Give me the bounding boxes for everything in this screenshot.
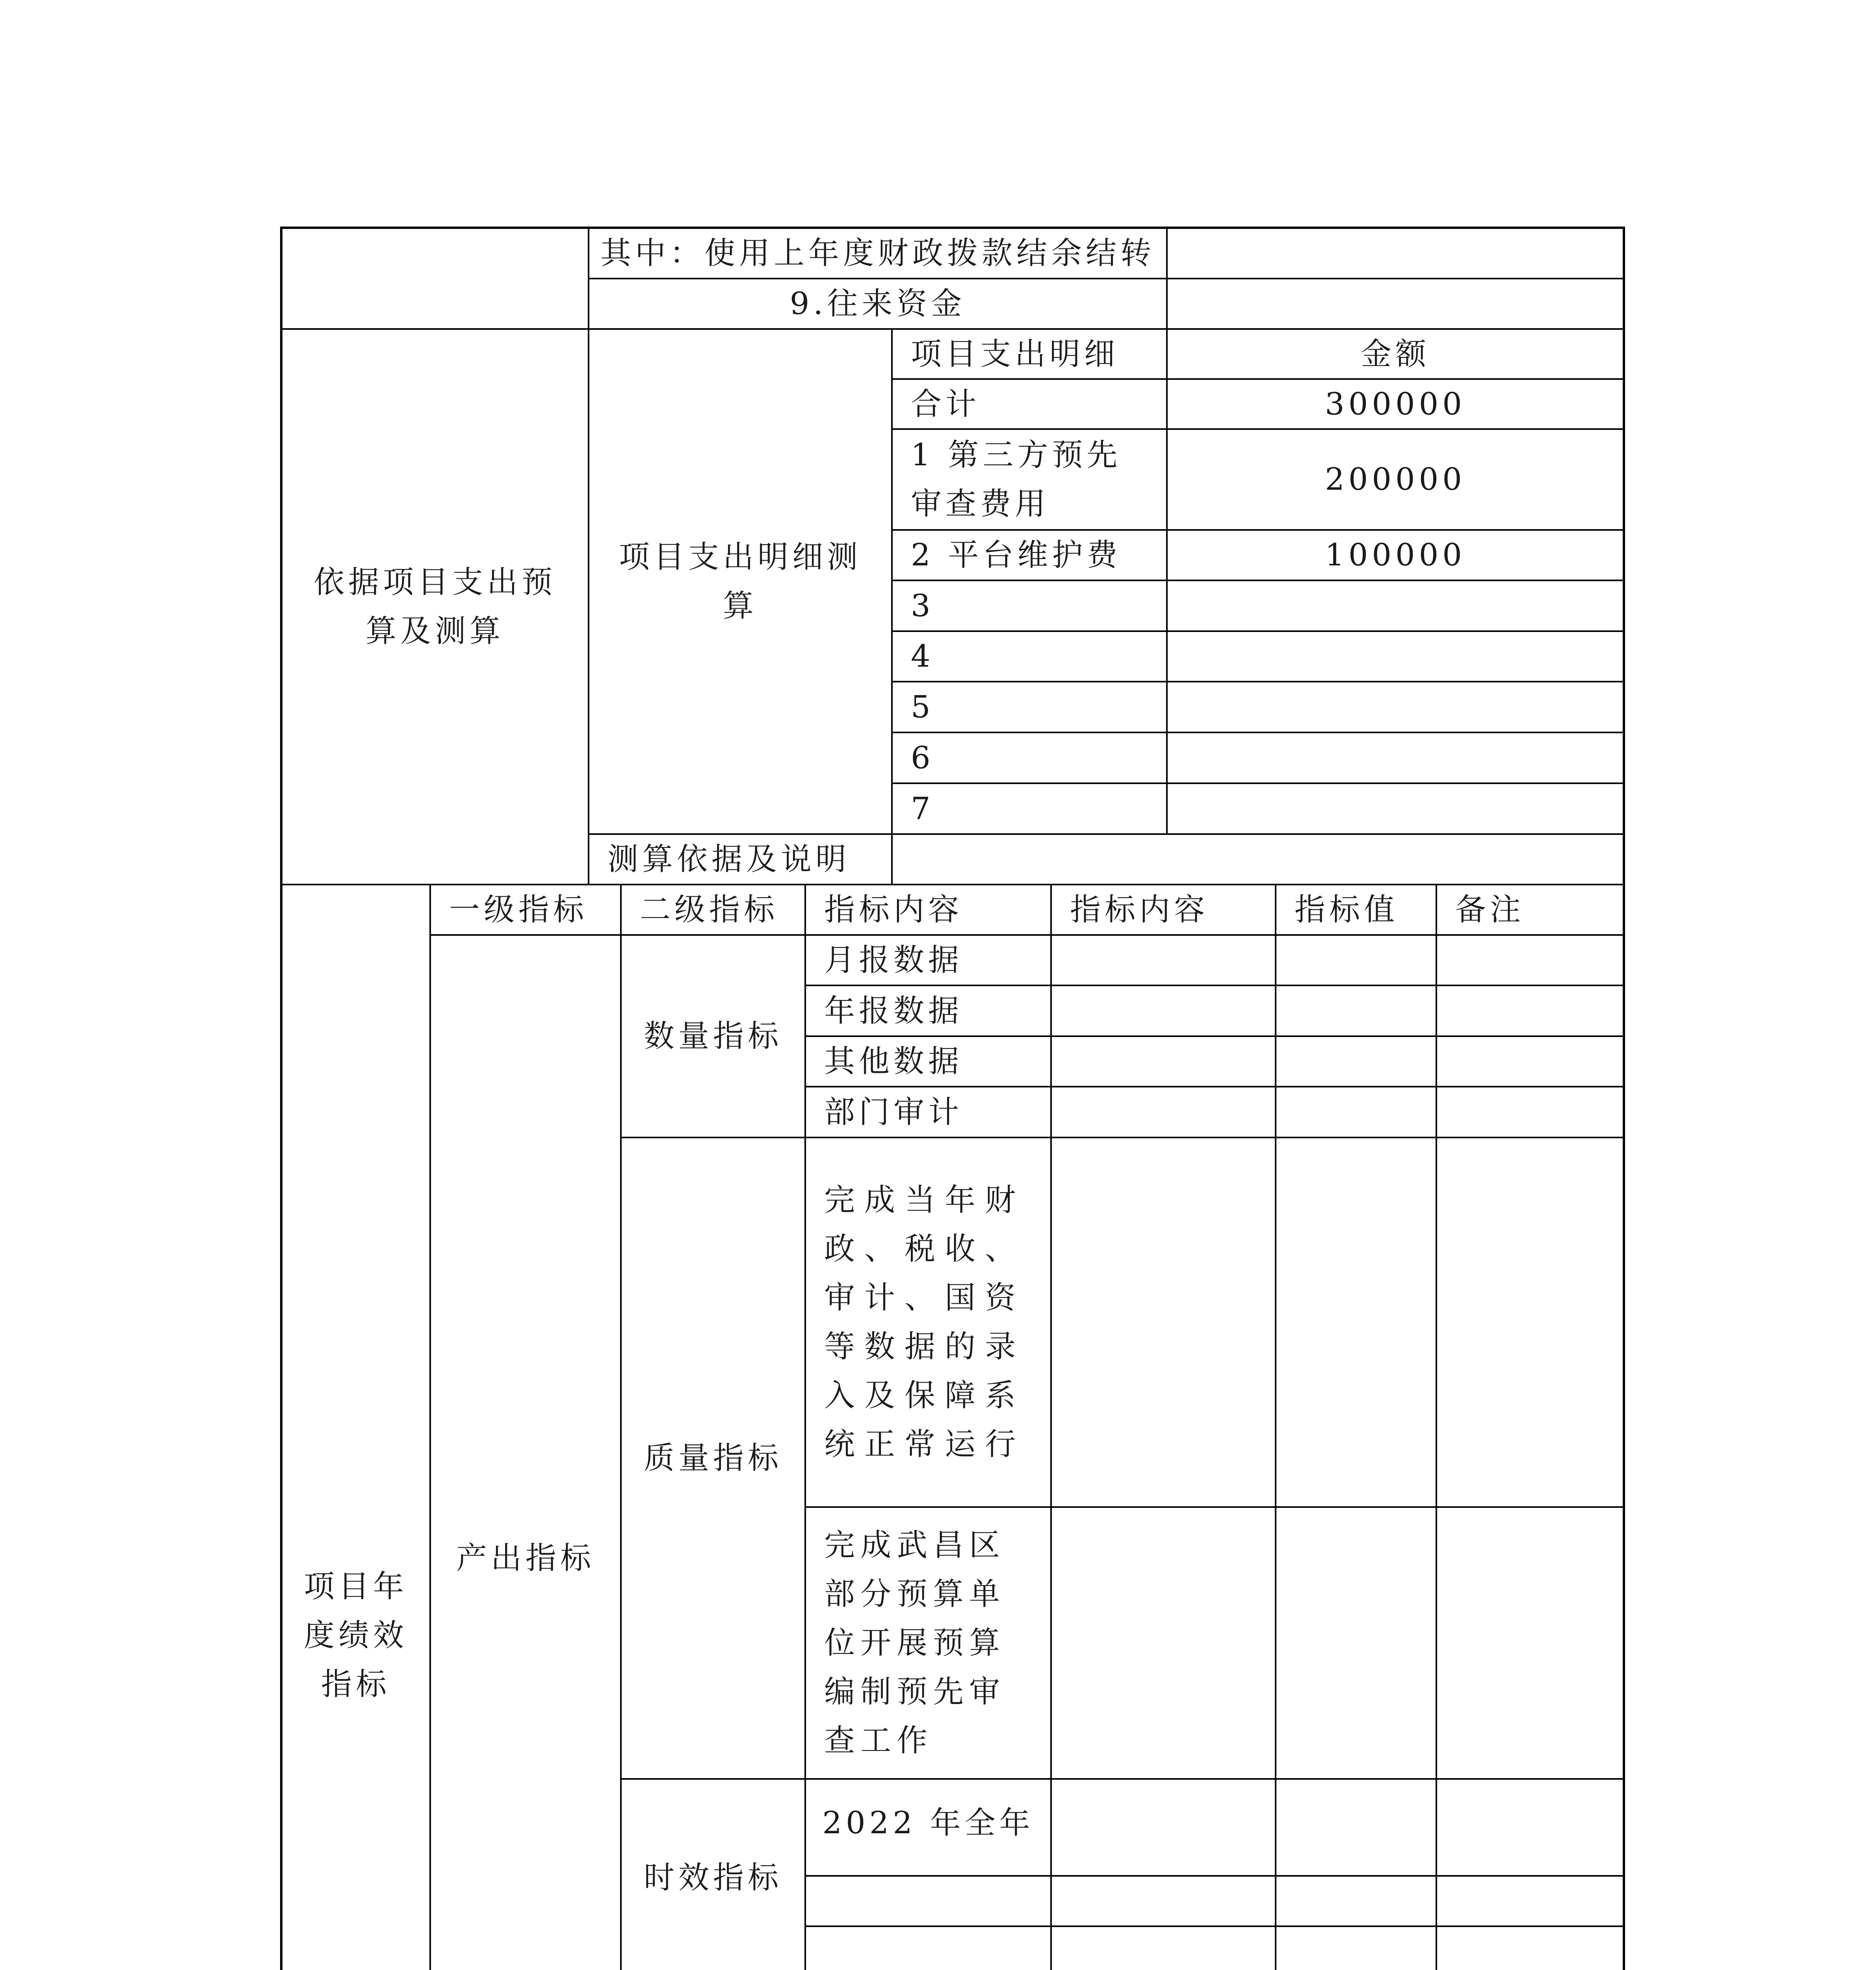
grid-line xyxy=(892,529,1624,531)
detail-row-item: 3 xyxy=(911,588,934,624)
grid-line xyxy=(588,329,589,885)
table-border-left xyxy=(280,227,282,1970)
grid-line xyxy=(892,782,1624,784)
grid-line xyxy=(430,934,1624,936)
transfer-funds-label: 9.往来资金 xyxy=(789,286,966,322)
detail-row-amount: 100000 xyxy=(1325,537,1466,573)
quantity-item: 月报数据 xyxy=(824,942,963,978)
timeliness-item: 2022 年全年 xyxy=(822,1805,1034,1841)
detail-row-amount xyxy=(1167,682,1624,732)
detail-row-amount xyxy=(1167,631,1624,682)
grid-line xyxy=(621,1778,1624,1780)
detail-row-item: 6 xyxy=(911,740,934,776)
timeliness-item xyxy=(805,1926,1051,1970)
timeliness-item xyxy=(805,1876,1051,1926)
grid-line xyxy=(621,1137,1624,1138)
detail-calc-label: 项目支出明细测算 xyxy=(619,539,862,624)
grid-line xyxy=(892,378,1624,380)
grid-line xyxy=(892,630,1624,632)
grid-line xyxy=(891,329,893,885)
performance-section-label: 项目年度绩效指标 xyxy=(303,1569,408,1702)
basis-explanation-label: 测算依据及说明 xyxy=(607,842,851,877)
grid-line xyxy=(805,1086,1624,1087)
detail-row-amount xyxy=(1167,783,1624,834)
grid-line xyxy=(804,885,806,1970)
detail-row-amount xyxy=(1167,580,1624,631)
basis-explanation-value xyxy=(892,834,1624,885)
grid-line xyxy=(805,1925,1624,1927)
grid-line xyxy=(589,278,1624,279)
grid-line xyxy=(805,1506,1624,1508)
grid-line xyxy=(281,884,1624,885)
grid-line xyxy=(1436,885,1437,1970)
detail-row-amount: 300000 xyxy=(1325,386,1466,422)
detail-row-item: 1 第三方预先审查费用 xyxy=(911,437,1122,522)
grid-line xyxy=(892,732,1624,733)
grid-line xyxy=(1275,885,1276,1970)
detail-row-item: 5 xyxy=(911,689,934,725)
table-border-right xyxy=(1623,227,1625,1970)
timeliness-indicator-label: 时效指标 xyxy=(643,1860,782,1896)
header-content1: 指标内容 xyxy=(824,892,963,927)
detail-row-item: 2 平台维护费 xyxy=(911,537,1122,573)
header-value: 指标值 xyxy=(1295,892,1399,927)
detail-header-item: 项目支出明细 xyxy=(911,336,1119,372)
grid-line xyxy=(805,1875,1624,1877)
detail-row-item: 7 xyxy=(911,791,934,827)
grid-line xyxy=(892,428,1624,430)
detail-row-amount xyxy=(1167,732,1624,783)
grid-line xyxy=(805,985,1624,986)
grid-line xyxy=(1050,885,1052,935)
detail-header-amount: 金额 xyxy=(1360,336,1430,372)
quantity-item: 其他数据 xyxy=(824,1044,963,1079)
quality-item: 完成武昌区部分预算单位开展预算编制预先审查工作 xyxy=(824,1528,1006,1758)
quantity-item: 年报数据 xyxy=(824,993,963,1029)
carryover-value xyxy=(1167,228,1624,279)
quality-item: 完成当年财政、税收、审计、国资等数据的录入及保障系统正常运行 xyxy=(824,1182,1025,1462)
detail-row-item: 合计 xyxy=(911,386,981,422)
detail-row-amount: 200000 xyxy=(1325,462,1466,497)
grid-line xyxy=(892,580,1624,581)
grid-line xyxy=(805,1035,1624,1037)
table-border-top xyxy=(280,227,1625,229)
grid-line xyxy=(281,328,1624,330)
grid-line xyxy=(892,681,1624,682)
quantity-indicator-label: 数量指标 xyxy=(643,1018,782,1054)
header-level1: 一级指标 xyxy=(449,892,588,927)
header-level2: 二级指标 xyxy=(640,892,779,927)
budget-basis-section-label: 依据项目支出预算及测算 xyxy=(313,565,556,649)
header-note: 备注 xyxy=(1455,892,1525,927)
detail-row-item: 4 xyxy=(911,639,934,674)
quality-indicator-label: 质量指标 xyxy=(643,1440,782,1476)
grid-line xyxy=(620,885,622,1970)
grid-line xyxy=(589,833,1624,835)
grid-line xyxy=(1166,329,1168,834)
carryover-label: 其中：使用上年度财政拨款结余结转 xyxy=(600,235,1155,271)
grid-line xyxy=(429,885,431,1970)
grid-line xyxy=(1050,935,1052,1970)
transfer-funds-value xyxy=(1167,279,1624,329)
quantity-item: 部门审计 xyxy=(824,1094,963,1130)
header-content2: 指标内容 xyxy=(1070,892,1209,927)
output-indicator-label: 产出指标 xyxy=(456,1541,595,1576)
